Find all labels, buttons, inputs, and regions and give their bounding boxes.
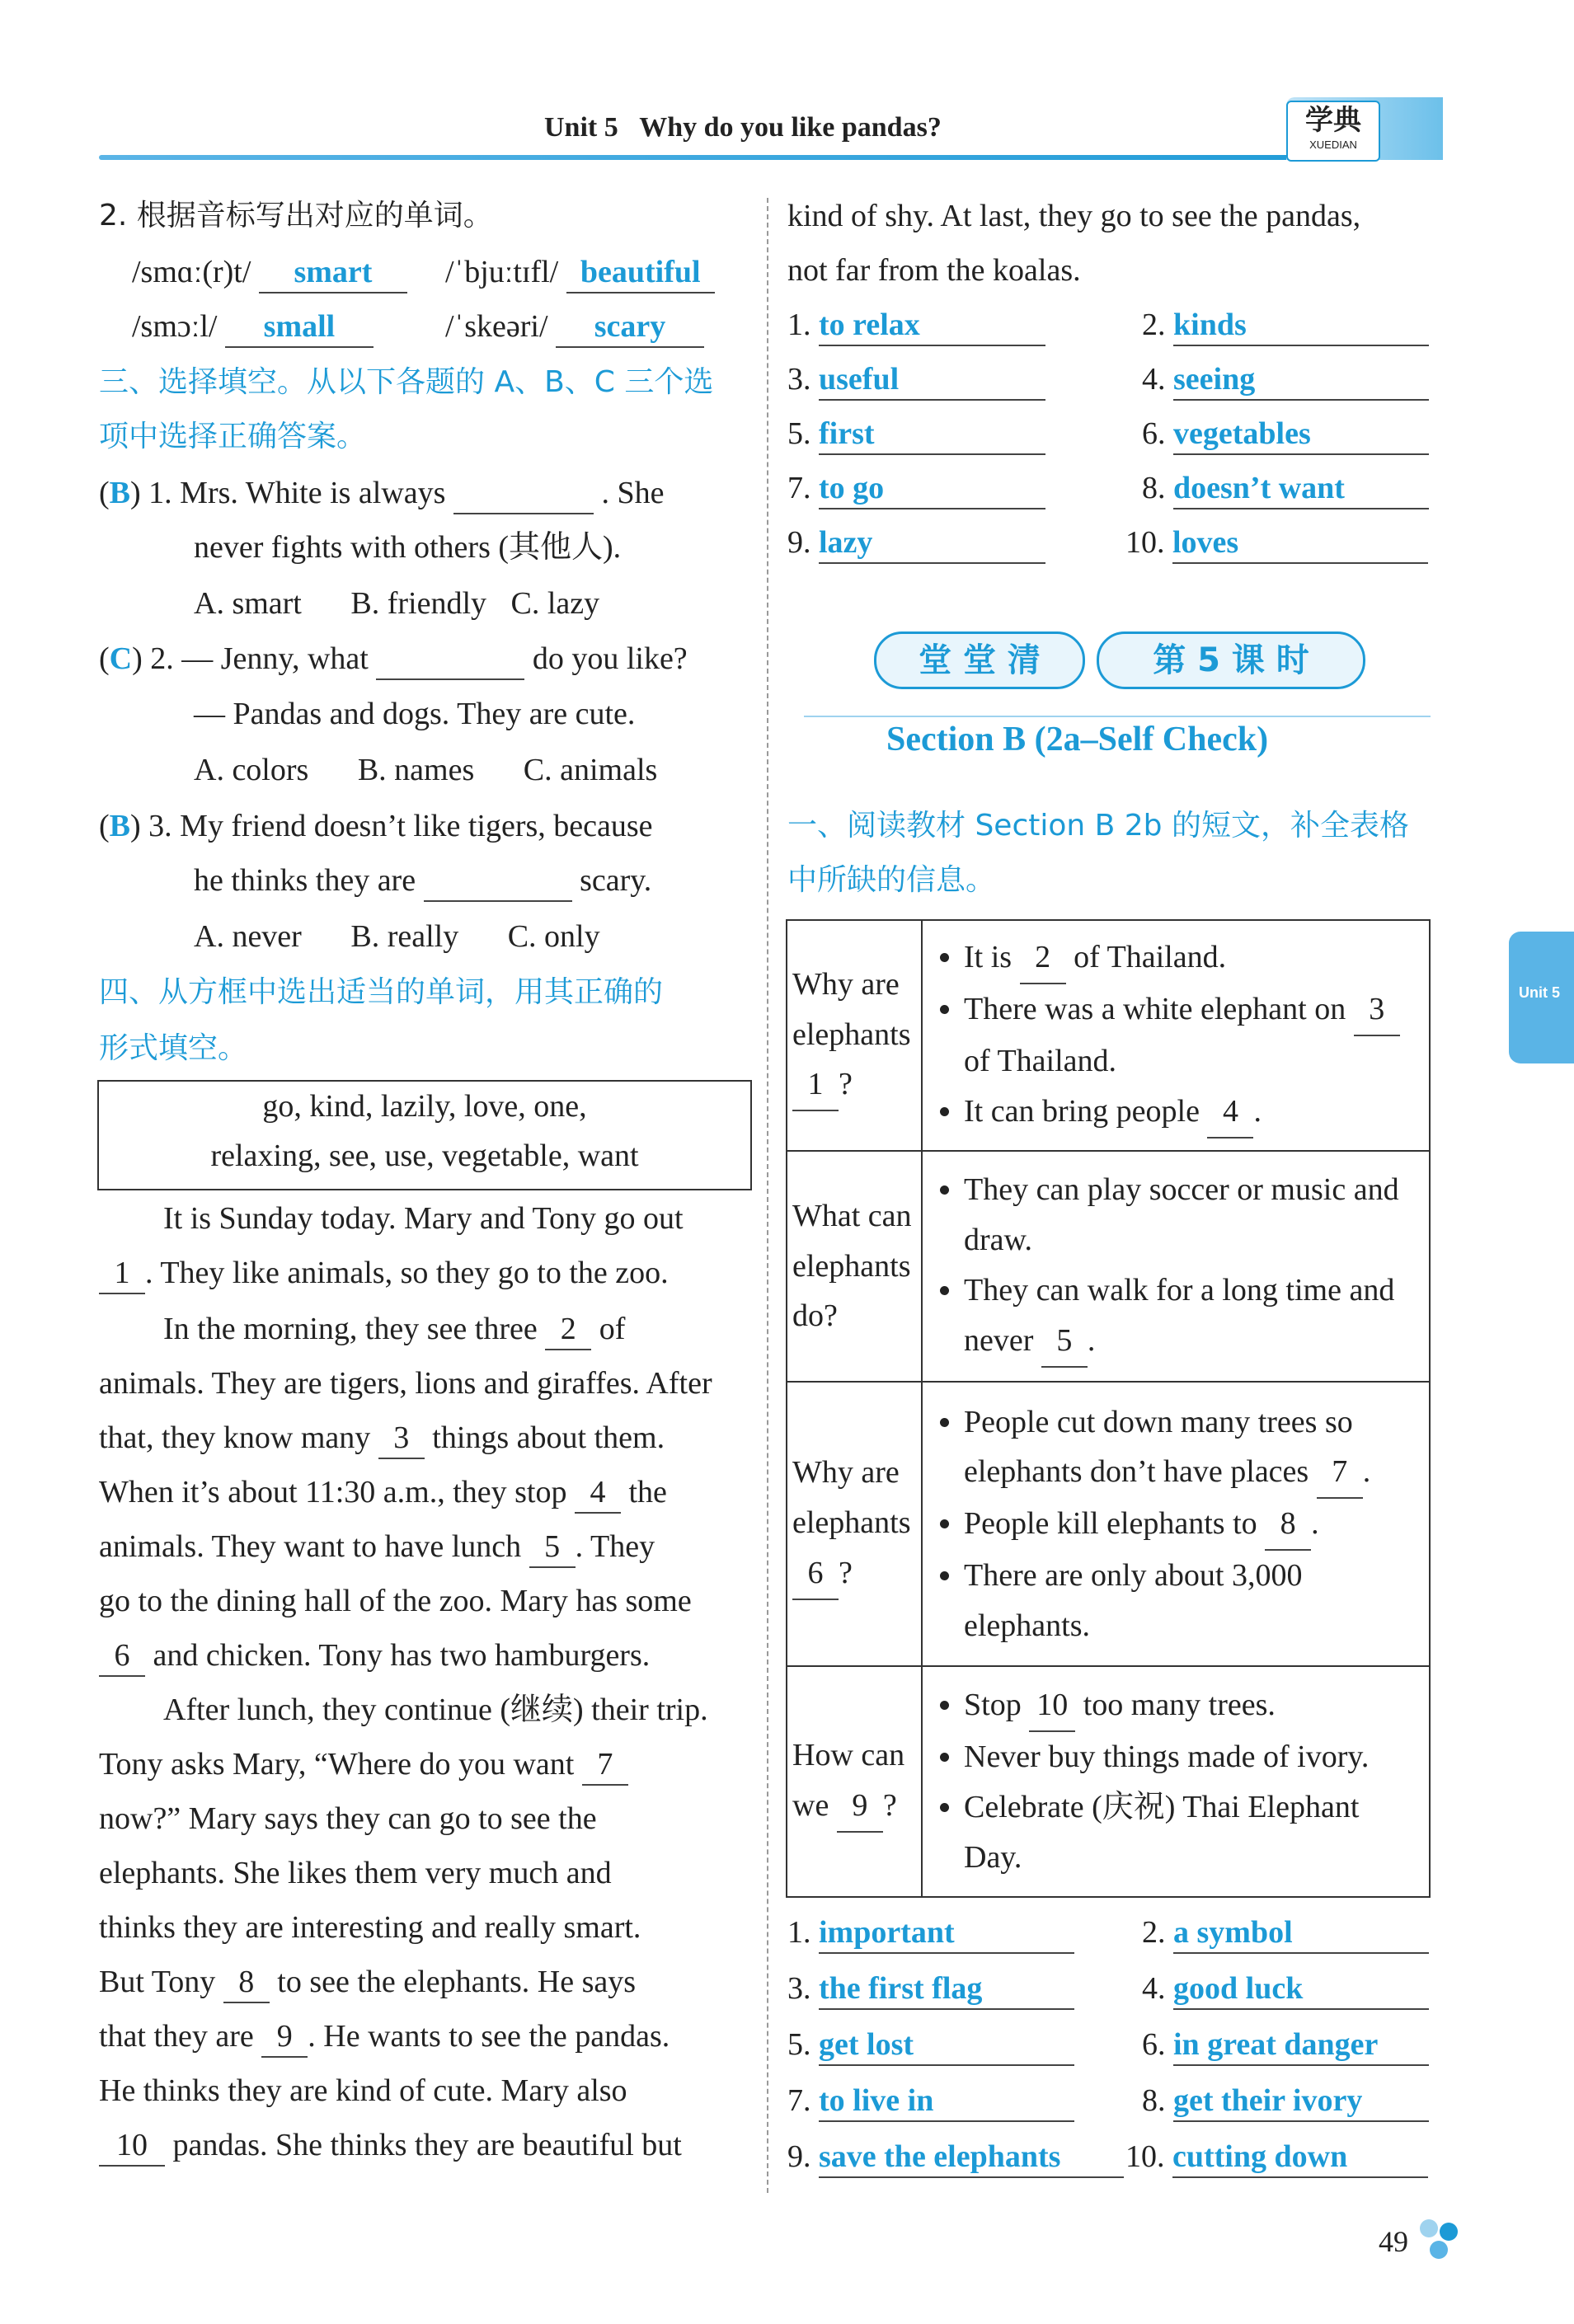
row2-q-l3: do? <box>792 1298 838 1334</box>
blank-5: 5 <box>529 1528 576 1568</box>
q2-line2: — Pandas and dogs. They are cute. <box>194 697 636 731</box>
phonetic-row-1 <box>132 254 407 293</box>
r2-b1: They can play soccer or music and draw. <box>964 1172 1399 1258</box>
q2-text-a: 2. — Jenny, what <box>150 641 369 676</box>
passage-line-10: After lunch, they continue (继续) their trip. <box>163 1693 708 1727</box>
b-ans-7: to live in <box>819 2082 1074 2122</box>
passage-line-19: kind of shy. At last, they go to see the pandas, <box>787 199 1361 233</box>
r1-b1b: of Thailand. <box>1074 940 1227 975</box>
question-1: (B) 1. Mrs. White is always . She <box>99 475 664 514</box>
b-answer-10: 10. cutting down <box>1125 2139 1428 2178</box>
r1-b2a: There was a white elephant on <box>964 992 1346 1027</box>
row4-q-l2: we <box>792 1788 829 1823</box>
table-row <box>787 1666 1430 1897</box>
phonetic-1: /smɑː(r)t/ <box>132 255 251 289</box>
r4-b1a: Stop <box>964 1688 1022 1723</box>
table-row <box>787 1382 1430 1666</box>
blank-7: 7 <box>582 1746 628 1786</box>
row3-question <box>787 1382 922 1666</box>
list-item <box>964 1782 1424 1883</box>
q3-answer: B <box>109 809 131 843</box>
p4-ans-3: useful <box>819 361 1045 401</box>
passage-line-13: elephants. She likes them very much and <box>99 1856 612 1890</box>
passage-text-15: But Tony <box>99 1965 216 1999</box>
list-item <box>964 1551 1424 1651</box>
passage-text-9: and chicken. Tony has two hamburgers. <box>153 1638 651 1673</box>
row4-q-l1: How can <box>792 1738 905 1773</box>
r4-b1b: too many trees. <box>1083 1688 1276 1723</box>
b-ans-3: the first flag <box>819 1970 1074 2010</box>
passage-text-6b: the <box>628 1475 667 1509</box>
passage-text-7b: . They <box>575 1529 655 1564</box>
b-ans-9: save the elephants <box>819 2139 1124 2178</box>
word-box <box>97 1080 752 1190</box>
r1-b1a: It is <box>964 940 1013 975</box>
list-item: • People cut down many trees so elephants don’t have places 7 . <box>964 1397 1424 1500</box>
row1-q-l3: ? <box>839 1067 853 1102</box>
q1-options <box>194 585 599 623</box>
passage-text-3: In the morning, they see three <box>163 1312 538 1346</box>
passage-line-20: not far from the koalas. <box>787 253 1081 288</box>
row4-blank: 9 <box>837 1781 883 1833</box>
p4-answer-10: 10. loves <box>1125 524 1428 564</box>
p4-ans-8: doesn’t want <box>1173 470 1429 509</box>
banner-underline <box>804 716 1431 717</box>
passage-text-16b: . He wants to see the pandas. <box>308 2019 670 2054</box>
q3-blank <box>424 862 572 902</box>
b-ans-10: cutting down <box>1172 2139 1428 2178</box>
row3-facts <box>922 1382 1430 1666</box>
p4-answer-3: 3. useful <box>787 361 1045 401</box>
column-divider <box>767 198 768 2193</box>
row3-q-l3: ? <box>839 1555 853 1590</box>
passage-line-2 <box>99 1255 669 1294</box>
list-item <box>964 1680 1424 1732</box>
phonetic-row-4 <box>445 308 704 348</box>
passage-text-16: that they are <box>99 2019 254 2054</box>
blank-t10: 10 <box>1029 1680 1075 1732</box>
decor-hex-icon <box>1420 2219 1469 2265</box>
row2-question <box>787 1151 922 1382</box>
phonetic-row-2 <box>445 254 715 293</box>
r4-b2: Never buy things made of ivory. <box>964 1739 1370 1775</box>
phonetic-3: /smɔːl/ <box>132 309 218 344</box>
b-ans-4: good luck <box>1173 1970 1429 2010</box>
row1-q-l2: elephants <box>792 1016 911 1052</box>
q2-opt-a: A. colors <box>194 753 309 787</box>
phonetic-2: /ˈbjuːtɪfl/ <box>445 255 559 289</box>
blank-10: 10 <box>99 2127 165 2167</box>
blank-8: 8 <box>223 1964 270 2003</box>
q3-options <box>194 918 600 956</box>
row2-facts <box>922 1151 1430 1382</box>
part2-title: 2. 根据音标写出对应的单词。 <box>99 199 493 232</box>
b-answer-4: 4. good luck <box>1142 1970 1429 2010</box>
answer-beautiful: beautiful <box>566 254 715 293</box>
row2-q-l1: What can <box>792 1198 912 1233</box>
row2-q-l2: elephants <box>792 1248 911 1284</box>
blank-t8: 8 <box>1265 1499 1311 1551</box>
brand-badge <box>1286 101 1380 162</box>
b-ans-5: get lost <box>819 2026 1074 2066</box>
list-item <box>964 1732 1424 1782</box>
b-answer-9: 9. save the elephants <box>787 2139 1124 2178</box>
part4-title-2: 形式填空。 <box>99 1031 248 1065</box>
q3-text-b: scary. <box>580 863 652 898</box>
part1b-title-2: 中所缺的信息。 <box>787 863 996 897</box>
row3-q-l2: elephants <box>792 1505 911 1541</box>
b-ans-1: important <box>819 1914 1074 1954</box>
page-number: 49 <box>1379 2225 1408 2258</box>
blank-t7: 7 <box>1317 1447 1363 1499</box>
q2-blank <box>376 641 524 680</box>
passage-text-6: When it’s about 11:30 a.m., they stop <box>99 1475 567 1509</box>
blank-4: 4 <box>575 1474 621 1514</box>
passage-line-9 <box>99 1637 650 1677</box>
blank-1: 1 <box>99 1255 145 1294</box>
row1-blank: 1 <box>792 1059 839 1111</box>
q2-opt-c: C. animals <box>523 753 658 787</box>
r1-b3a: It can bring people <box>964 1093 1200 1129</box>
q2-answer: C <box>109 641 133 676</box>
blank-2: 2 <box>545 1311 591 1350</box>
r2-b2: They can walk for a long time and never <box>964 1273 1395 1358</box>
b-ans-8: get their ivory <box>1173 2082 1429 2122</box>
brand-logo <box>1286 97 1443 160</box>
p4-ans-9: lazy <box>819 524 1045 564</box>
p4-answer-9: 9. lazy <box>787 524 1045 564</box>
side-tab-label: Unit 5 <box>1519 984 1561 1001</box>
blank-6: 6 <box>99 1637 145 1677</box>
row4-q-l3: ? <box>882 1788 897 1823</box>
q1-text-b: . She <box>601 476 665 510</box>
p4-ans-2: kinds <box>1173 307 1429 346</box>
question-2: (C) 2. — Jenny, what do you like? <box>99 641 688 680</box>
p4-answer-1: 1. to relax <box>787 307 1045 346</box>
row1-facts <box>922 920 1430 1151</box>
passage-line-18 <box>99 2127 682 2167</box>
r3-b3: There are only about 3,000 elephants. <box>964 1557 1303 1643</box>
banner-text: 堂 堂 清 <box>919 641 1041 679</box>
r2-b2b: . <box>1087 1322 1096 1358</box>
passage-line-17: He thinks they are kind of cute. Mary also <box>99 2073 627 2108</box>
p4-answer-2: 2. kinds <box>1142 307 1429 346</box>
p4-answer-4: 4. seeing <box>1142 361 1429 401</box>
b-answer-3: 3. the first flag <box>787 1970 1074 2010</box>
p4-answer-6: 6. vegetables <box>1142 416 1429 455</box>
r3-b2: People kill elephants to <box>964 1506 1257 1542</box>
b-answer-6: 6. in great danger <box>1142 2026 1429 2066</box>
q1-opt-c: C. lazy <box>510 586 600 621</box>
passage-text-3b: of <box>599 1312 626 1346</box>
passage-line-14: thinks they are interesting and really smart. <box>99 1910 641 1945</box>
section-title: Section B (2a–Self Check) <box>886 721 1269 758</box>
q3-opt-c: C. only <box>507 919 600 954</box>
banner-right <box>1097 631 1365 689</box>
q1-answer: B <box>109 476 131 510</box>
passage-line-11 <box>99 1746 628 1786</box>
passage-text-5b: things about them. <box>432 1420 665 1455</box>
lesson-number: 第 5 课 时 <box>1153 641 1309 679</box>
q1-opt-b: B. friendly <box>350 586 487 621</box>
unit-label: Unit 5 <box>544 112 618 143</box>
blank-t2: 2 <box>1020 932 1066 984</box>
q3-text-a: he thinks they are <box>194 863 416 898</box>
q1-opt-a: A. smart <box>194 586 302 621</box>
list-item <box>964 1165 1424 1265</box>
b-ans-2: a symbol <box>1173 1914 1429 1954</box>
passage-text-7: animals. They want to have lunch <box>99 1529 522 1564</box>
b-ans-6: in great danger <box>1173 2026 1429 2066</box>
passage-text-2: . They like animals, so they go to the zoo. <box>145 1256 669 1290</box>
p4-ans-4: seeing <box>1173 361 1429 401</box>
header-title <box>544 112 942 143</box>
answer-small: small <box>225 308 374 348</box>
table-row <box>787 1151 1430 1382</box>
blank-3: 3 <box>378 1420 425 1459</box>
passage-line-4: animals. They are tigers, lions and giraffes. After <box>99 1366 712 1401</box>
q3-opt-b: B. really <box>350 919 459 954</box>
header-bar <box>99 155 1435 160</box>
list-item <box>964 984 1424 1087</box>
answer-scary: scary <box>556 308 704 348</box>
q2-text-b: do you like? <box>532 641 688 676</box>
list-item <box>964 932 1424 984</box>
passage-line-1: It is Sunday today. Mary and Tony go out <box>163 1201 684 1236</box>
list-item <box>964 1087 1424 1139</box>
passage-text-18: pandas. She thinks they are beautiful but <box>172 2128 682 2162</box>
p4-ans-1: to relax <box>819 307 1045 346</box>
blank-t5: 5 <box>1041 1316 1088 1368</box>
q3-line2 <box>194 862 651 902</box>
table-row <box>787 920 1430 1151</box>
answer-smart: smart <box>259 254 407 293</box>
passage-line-5 <box>99 1420 665 1459</box>
q1-blank <box>453 475 594 514</box>
brand-en: XUEDIAN <box>1309 139 1357 151</box>
q2-options <box>194 752 657 790</box>
row4-facts <box>922 1666 1430 1897</box>
question-3: (B) 3. My friend doesn’t like tigers, because <box>99 809 653 843</box>
passage-line-16 <box>99 2018 670 2058</box>
unit-side-tab[interactable] <box>1509 932 1574 1063</box>
p4-ans-7: to go <box>819 470 1045 509</box>
list-item: • People kill elephants to 8 . <box>964 1499 1424 1551</box>
blank-t3: 3 <box>1354 984 1400 1036</box>
r1-b2b: of Thailand. <box>964 1044 1117 1078</box>
passage-text-5: that, they know many <box>99 1420 371 1455</box>
passage-text-11: Tony asks Mary, “Where do you want <box>99 1747 575 1782</box>
passage-text-15b: to see the elephants. He says <box>277 1965 637 1999</box>
b-answer-7: 7. to live in <box>787 2082 1074 2122</box>
part4-title-1: 四、从方框中选出适当的单词，用其正确的 <box>99 975 664 1009</box>
p4-ans-10: loves <box>1172 524 1428 564</box>
p4-ans-6: vegetables <box>1173 416 1429 455</box>
passage-line-6 <box>99 1474 667 1514</box>
part3-title-1: 三、选择填空。从以下各题的 A、B、C 三个选 <box>99 365 714 399</box>
lesson-banner <box>841 627 1385 693</box>
passage-line-3 <box>163 1311 625 1350</box>
info-table <box>786 919 1431 1898</box>
p4-answer-8: 8. doesn’t want <box>1142 470 1429 509</box>
b-answer-8: 8. get their ivory <box>1142 2082 1429 2122</box>
p4-answer-5: 5. first <box>787 416 1045 455</box>
blank-9: 9 <box>261 2018 308 2058</box>
phonetic-4: /ˈskeəri/ <box>445 309 548 344</box>
part1b-title-1: 一、阅读教材 Section B 2b 的短文，补全表格 <box>787 809 1409 843</box>
r1-b3b: . <box>1253 1093 1262 1129</box>
r3-b1: People cut down many trees so elephants don’t have places <box>964 1404 1353 1490</box>
p4-answer-7: 7. to go <box>787 470 1045 509</box>
q1-line2: never fights with others (其他人). <box>194 530 622 565</box>
q2-opt-b: B. names <box>357 753 475 787</box>
banner-left <box>874 631 1085 689</box>
list-item <box>964 1265 1424 1368</box>
row3-q-l1: Why are <box>792 1455 900 1491</box>
brand-cn: 学典 <box>1305 104 1361 137</box>
word-box-line2: relaxing, see, use, vegetable, want <box>210 1138 639 1173</box>
phonetic-row-3 <box>132 308 374 348</box>
word-box-line1: go, kind, lazily, love, one, <box>262 1089 587 1124</box>
q3-opt-a: A. never <box>194 919 302 954</box>
row1-q-l1: Why are <box>792 966 900 1002</box>
p4-ans-5: first <box>819 416 1045 455</box>
row1-question <box>787 920 922 1151</box>
row3-blank: 6 <box>792 1548 839 1600</box>
q3-text: 3. My friend doesn’t like tigers, because <box>148 809 653 843</box>
r4-b3: Celebrate (庆祝) Thai Elephant Day. <box>964 1790 1360 1875</box>
unit-title: Why do you like pandas? <box>639 112 942 143</box>
b-answer-2: 2. a symbol <box>1142 1914 1429 1954</box>
passage-line-7 <box>99 1528 655 1568</box>
b-answer-5: 5. get lost <box>787 2026 1074 2066</box>
q1-text-a: 1. Mrs. White is always <box>148 476 446 510</box>
blank-t4: 4 <box>1207 1087 1253 1139</box>
passage-line-12: now?” Mary says they can go to see the <box>99 1801 597 1836</box>
part3-title-2: 项中选择正确答案。 <box>99 420 367 453</box>
row4-question <box>787 1666 922 1897</box>
passage-line-8: go to the dining hall of the zoo. Mary has some <box>99 1584 692 1618</box>
passage-line-15 <box>99 1964 636 2003</box>
b-answer-1: 1. important <box>787 1914 1074 1954</box>
